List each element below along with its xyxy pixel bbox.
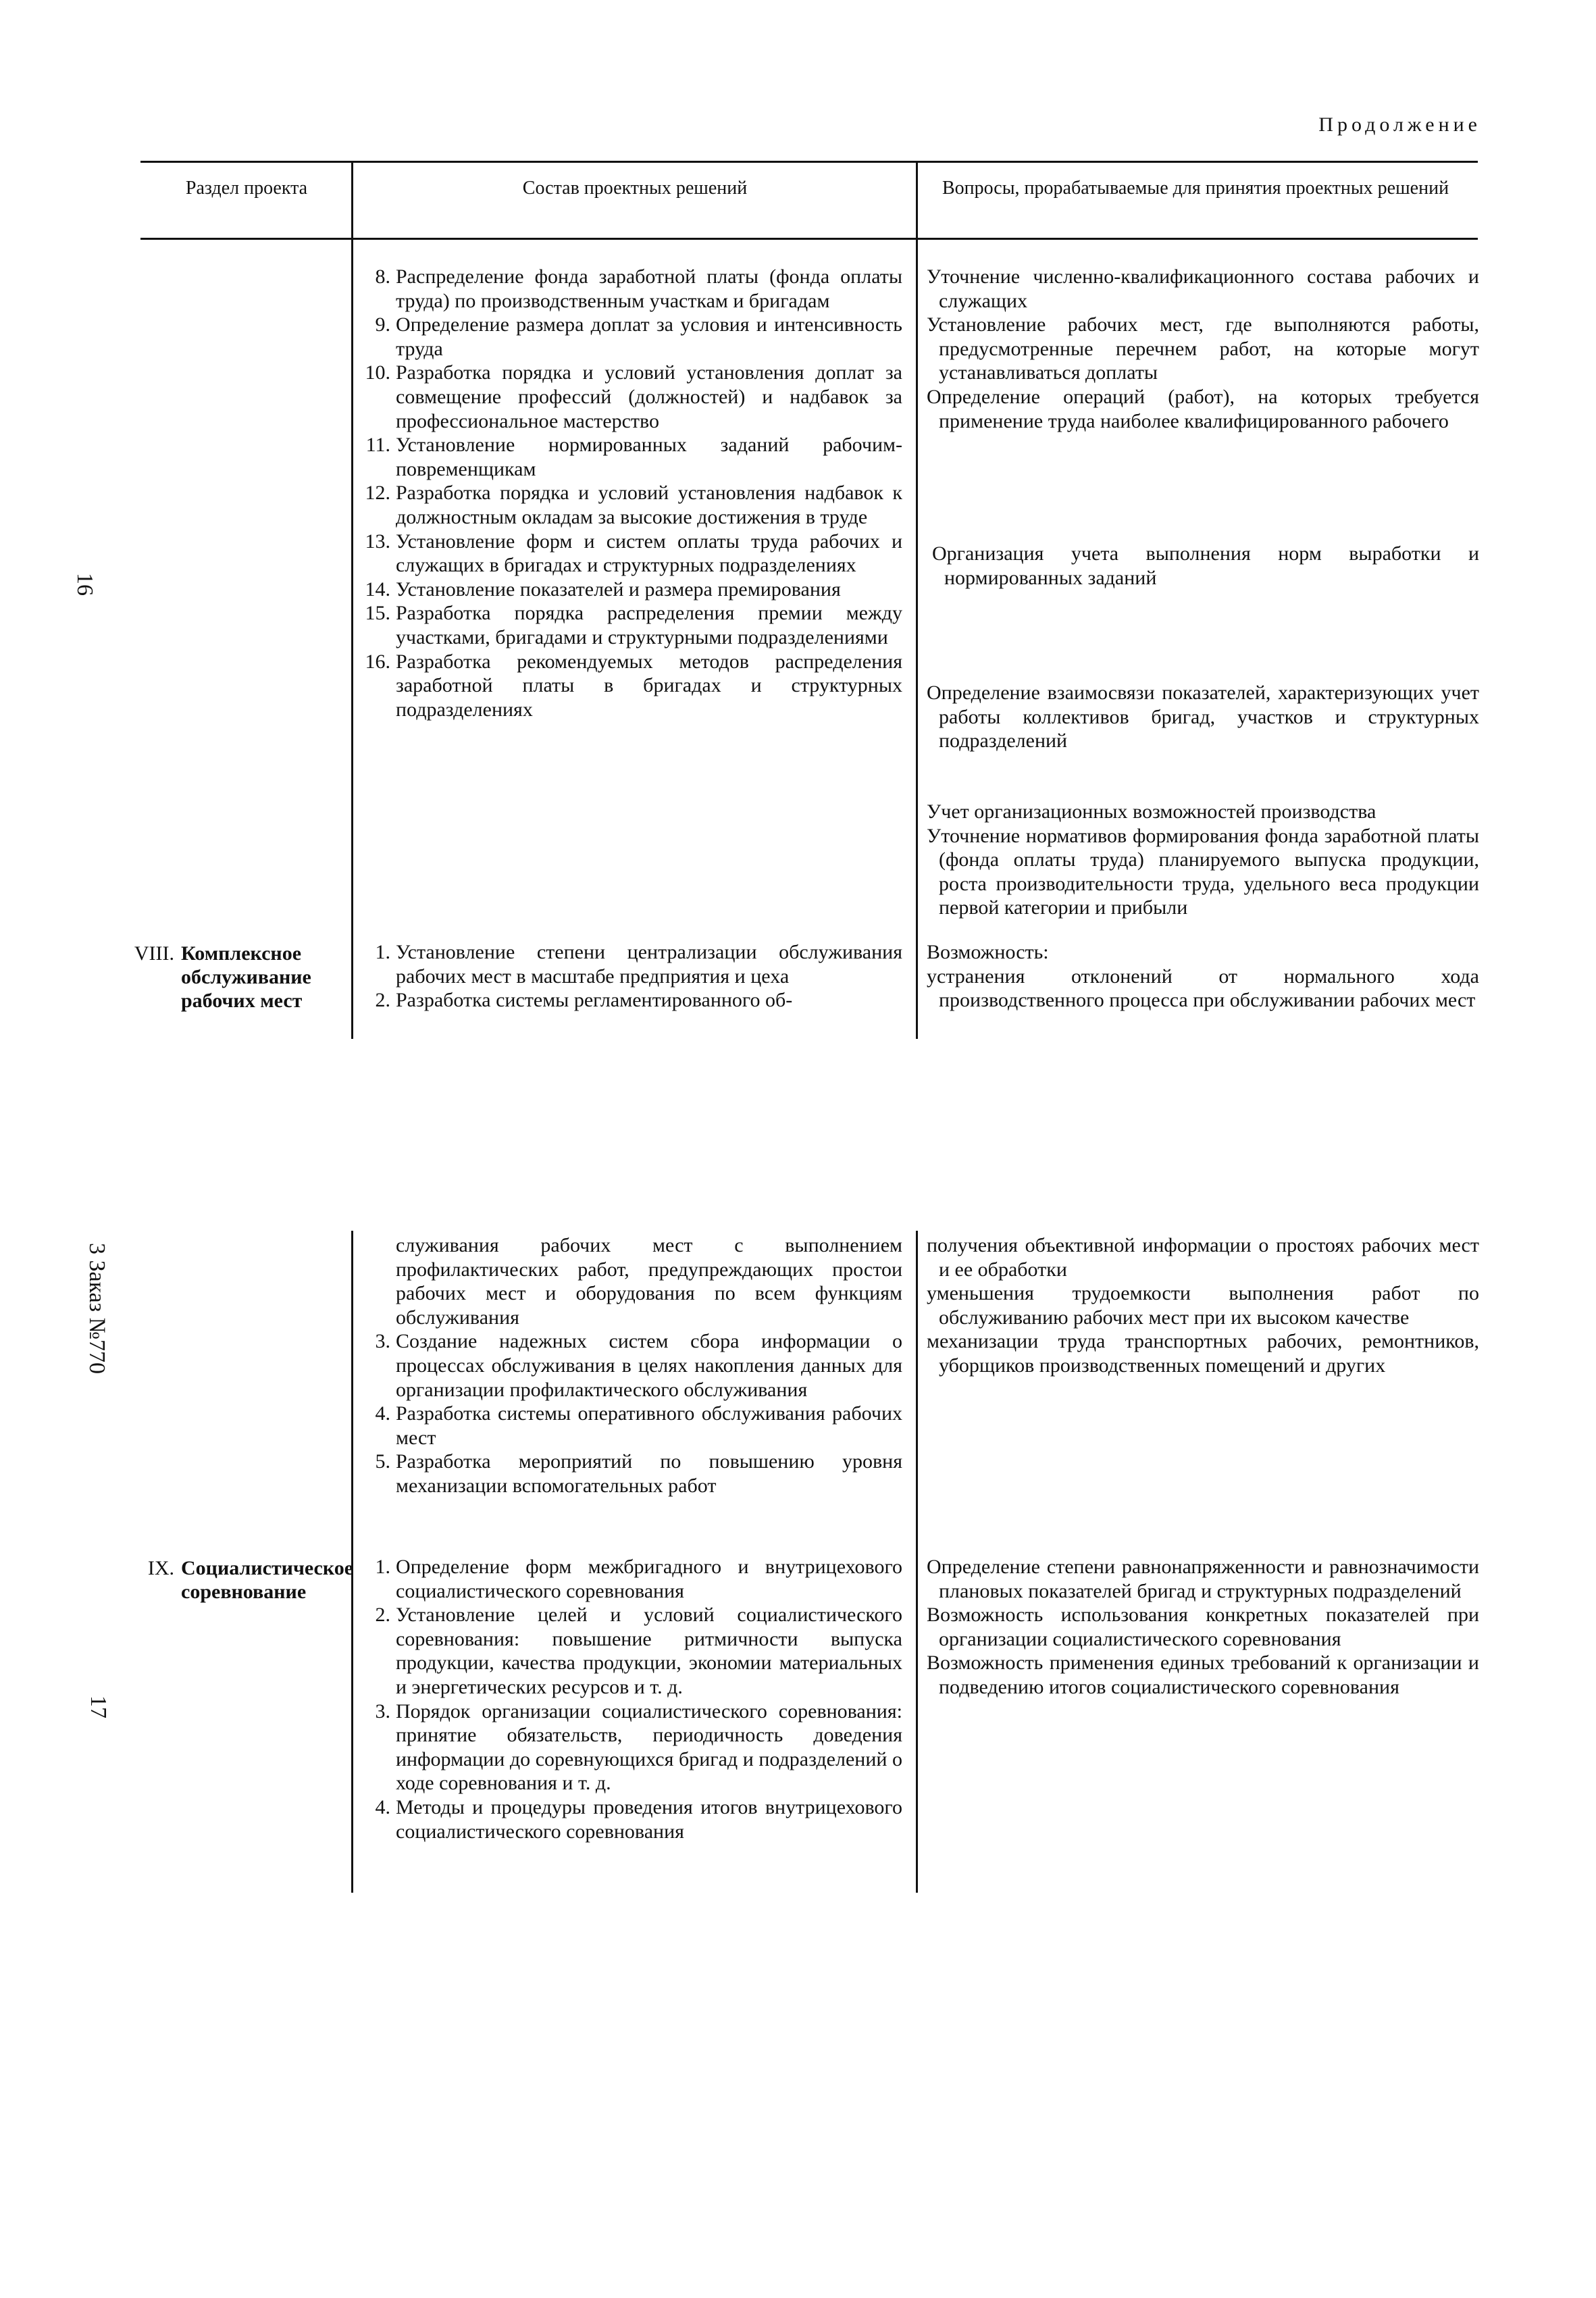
page-number-17: 17	[86, 1695, 111, 1718]
question-text: Уточнение численно-квалификационного состава рабочих и служащих	[927, 265, 1479, 312]
list-item: 4. Разработка системы оперативного обслуживания рабочих мест	[375, 1402, 902, 1449]
section-ix-heading: IX. Социалистическое соревнование	[147, 1557, 354, 1603]
questions-group-a	[927, 265, 1479, 433]
list-item: 3. Создание надежных систем сбора информации о процессах обслуживания в целях накопления данных для организации профилактического обслуживания	[375, 1330, 902, 1401]
header-section: Раздел проекта	[185, 178, 308, 199]
list-item: 9. Определение размера доплат за условия и интенсивность труда	[375, 313, 902, 360]
questions-group-d	[927, 800, 1479, 920]
list-item: 5. Разработка мероприятий по повышению уровня механизации вспомогательных работ	[375, 1450, 902, 1497]
list-item: 16. Разработка рекомендуемых методов распределения заработной платы в бригадах и структурных подразделениях	[365, 650, 902, 721]
section-viii-questions	[927, 940, 1479, 1013]
question-text: Организация учета выполнения норм выработки и нормированных заданий	[932, 542, 1479, 589]
list-item: 2. Установление целей и условий социалистического соревнования: повышение ритмичности выпуска продукции, качества продукции, экономии материальных и энергетических ресурсов и т. д.	[375, 1604, 902, 1698]
question-text: Определение операций (работ), на которых требуется применение труда наиболее квалифицированного рабочего	[927, 385, 1479, 432]
question-text: Определение степени равнонапряженности и равнозначимости плановых показателей бригад и структурных подразделений	[927, 1556, 1479, 1602]
questions-group-b	[932, 542, 1479, 590]
questions-group-c	[927, 681, 1479, 753]
question-text: устранения отклонений от нормального хода производственного процесса при обслуживании рабочих мест	[927, 965, 1479, 1012]
column-divider-1	[351, 161, 353, 1039]
page-number-16: 16	[72, 573, 97, 596]
question-text: Возможность использования конкретных показателей при организации социалистического соревнования	[927, 1604, 1479, 1650]
section-viii-heading: VIII. Комплексное обслуживание рабочих мест	[134, 942, 311, 1012]
header-solutions: Состав проектных решений	[522, 178, 748, 199]
list-item: 4. Методы и процедуры проведения итогов внутрицехового социалистического соревнования	[375, 1795, 902, 1843]
list-item: 10. Разработка порядка и условий установления доплат за совмещение профессий (должностей) и надбавок за профессиональное мастерство	[365, 361, 902, 432]
question-head: Возможность:	[927, 941, 1049, 963]
column-divider-2-page2	[916, 1231, 918, 1893]
section-ix-questions	[927, 1555, 1479, 1700]
question-text: механизации труда транспортных рабочих, ремонтников, уборщиков производственных помещений и других	[927, 1330, 1479, 1377]
list-item: 11. Установление нормированных заданий рабочим-повременщикам	[365, 434, 902, 480]
solutions-list-page2	[355, 1233, 902, 1498]
list-item: 1. Установление степени централизации обслуживания рабочих мест в масштабе предприятия и цеха	[375, 941, 902, 988]
list-item: 3. Порядок организации социалистического соревнования: принятие обязательств, периодичность доведения информации до соревнующихся бригад и подразделений о ходе соревнования и т. д.	[375, 1700, 902, 1795]
list-item: служивания рабочих мест с выполнением профилактических работ, предупреждающих простои рабочих мест и оборудования по всем функциям обслуживания	[396, 1234, 902, 1329]
list-item: 13. Установление форм и систем оплаты труда рабочих и служащих в бригадах и структурных подразделениях	[365, 530, 902, 577]
list-item: 12. Разработка порядка и условий установления надбавок к должностным окладам за высокие достижения в труде	[365, 482, 902, 528]
question-text: Определение взаимосвязи показателей, характеризующих учет работы коллективов бригад, участков и структурных подразделений	[927, 682, 1479, 752]
list-item: 1. Определение форм межбригадного и внутрицехового социалистического соревнования	[375, 1556, 902, 1602]
question-text: Учет организационных возможностей производства	[927, 800, 1376, 823]
list-item: 15. Разработка порядка распределения премии между участками, бригадами и структурными подразделениями	[365, 602, 902, 648]
questions-page2	[927, 1233, 1479, 1378]
question-text: уменьшения трудоемкости выполнения работ по обслуживанию рабочих мест при их высоком качестве	[927, 1282, 1479, 1329]
list-item: 14. Установление показателей и размера премирования	[365, 578, 841, 601]
list-item: 8. Распределение фонда заработной платы (фонда оплаты труда) по производственным участкам и бригадам	[375, 265, 902, 312]
section-ix-solutions	[355, 1555, 902, 1843]
question-text: Возможность применения единых требований к организации и подведению итогов социалистического соревнования	[927, 1652, 1479, 1698]
table-top-rule	[140, 161, 1478, 163]
question-text: Установление рабочих мест, где выполняются работы, предусмотренные перечнем работ, на которые могут устанавливаться доплаты	[927, 313, 1479, 384]
column-divider-2	[916, 161, 918, 1039]
section-viii-solutions	[355, 940, 902, 1013]
question-text: получения объективной информации о простоях рабочих мест и ее обработки	[927, 1234, 1479, 1281]
question-text: Уточнение нормативов формирования фонда заработной платы (фонда оплаты труда) планируемого выпуска продукции, роста производительности труда, удельного веса продукции первой категории и прибыли	[927, 824, 1479, 919]
order-mark: 3 Заказ №770	[84, 1242, 110, 1375]
list-item: 2. Разработка системы регламентированного об-	[375, 989, 793, 1012]
continuation-label: Продолжение	[1318, 113, 1481, 136]
header-questions: Вопросы, прорабатываемые для принятия проектных решений	[942, 178, 1449, 199]
table-header-rule	[140, 238, 1478, 240]
solutions-list-page1	[355, 265, 902, 721]
